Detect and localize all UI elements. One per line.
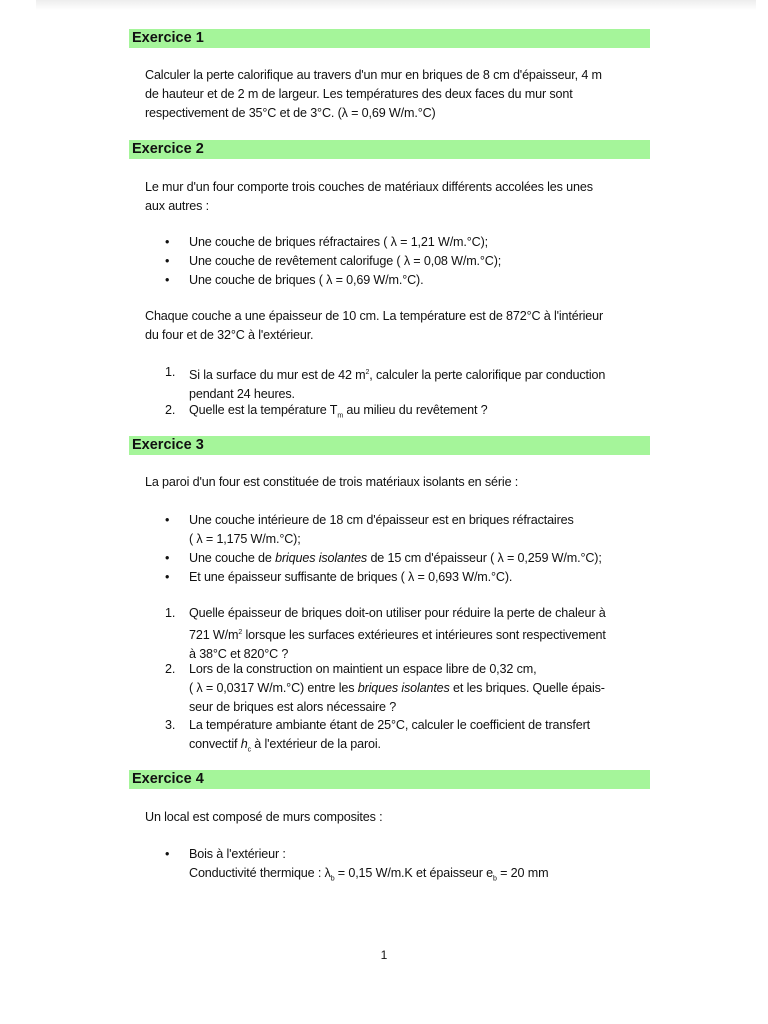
question-text: La température ambiante étant de 25°C, calculer le coefficient de transfert convectif $h_c$ à l'extérieur de la paroi. (189, 718, 590, 754)
exercise-2-intro (145, 178, 655, 216)
question-number: 2. (165, 662, 176, 676)
bullet-text: Une couche de briques isolantes de 15 cm d'épaisseur ( λ = 0,259 W/m.°C); (189, 551, 602, 565)
bullet-text: Bois à l'extérieur : Conductivité thermique : $\lambda_b = 0,15$ W/m.K et épaisseur $e_b = 20$ mm (189, 847, 549, 883)
bullet-text: Une couche de revêtement calorifuge ( λ = 0,08 W/m.°C); (189, 254, 502, 268)
exercise-1-line: Calculer la perte calorifique au travers d'un mur en briques de 8 cm d'épaisseur, 4 m (145, 68, 602, 82)
bullet-icon: • (165, 254, 170, 268)
question-text: Lors de la construction on maintient un espace libre de 0,32 cm, ( λ = 0,0317 W/m.°C) entre les briques isolantes et les briques. Quelle épais- seur de briques est alors nécessaire ? (189, 662, 605, 714)
bullet-icon: • (165, 513, 170, 527)
bullet-text: Une couche de briques ( λ = 0,69 W/m.°C). (189, 273, 424, 287)
bullet-text: Une couche de briques réfractaires ( λ = 1,21 W/m.°C); (189, 235, 488, 249)
exercise-2-paragraph-line: Chaque couche a une épaisseur de 10 cm. La température est de 872°C à l'intérieur (145, 309, 604, 323)
question-number: 1. (165, 365, 176, 379)
exercise-4-header: Exercice 4 (129, 770, 650, 789)
question-number: 2. (165, 403, 176, 417)
exercise-3-intro: La paroi d'un four est constituée de trois matériaux isolants en série : (145, 475, 519, 489)
exercise-1-line: de hauteur et de 2 m de largeur. Les températures des deux faces du mur sont (145, 87, 573, 101)
bullet-icon: • (165, 551, 170, 565)
exercise-3-header: Exercice 3 (129, 436, 650, 455)
exercise-1-header: Exercice 1 (129, 29, 650, 48)
question-text: Quelle est la température $T_m$ au milieu du revêtement ? (189, 403, 488, 420)
question-number: 3. (165, 718, 176, 732)
exercise-2-paragraph (145, 307, 655, 345)
bullet-text: Et une épaisseur suffisante de briques ( λ = 0,693 W/m.°C). (189, 570, 513, 584)
question-text: Si la surface du mur est de 42 $m^2$, calculer la perte calorifique par conduction pendant 24 heures. (189, 368, 606, 402)
exercise-2-intro-line: aux autres : (145, 199, 210, 213)
page-number: 1 (380, 948, 388, 962)
exercise-2-paragraph-line: du four et de 32°C à l'extérieur. (145, 328, 314, 342)
bullet-text: Une couche intérieure de 18 cm d'épaisseur est en briques réfractaires ( λ = 1,175 W/m.°C); (189, 513, 574, 546)
bullet-icon: • (165, 273, 170, 287)
exercise-1-line: respectivement de 35°C et de 3°C. (λ = 0,69 W/m.°C) (145, 106, 436, 120)
question-number: 1. (165, 606, 176, 620)
exercise-1-text (145, 66, 655, 123)
bullet-icon: • (165, 235, 170, 249)
bullet-icon: • (165, 570, 170, 584)
bullet-icon: • (165, 847, 170, 861)
exercise-4-intro: Un local est composé de murs composites : (145, 810, 383, 824)
exercise-2-header: Exercice 2 (129, 140, 650, 159)
exercise-2-intro-line: Le mur d'un four comporte trois couches de matériaux différents accolées les unes (145, 180, 593, 194)
question-text: Quelle épaisseur de briques doit-on utiliser pour réduire la perte de chaleur à 721 $W/m^2$ lorsque les surfaces extérieures et intérieures sont respectivement à 38°C et 820°C ? (189, 606, 606, 662)
